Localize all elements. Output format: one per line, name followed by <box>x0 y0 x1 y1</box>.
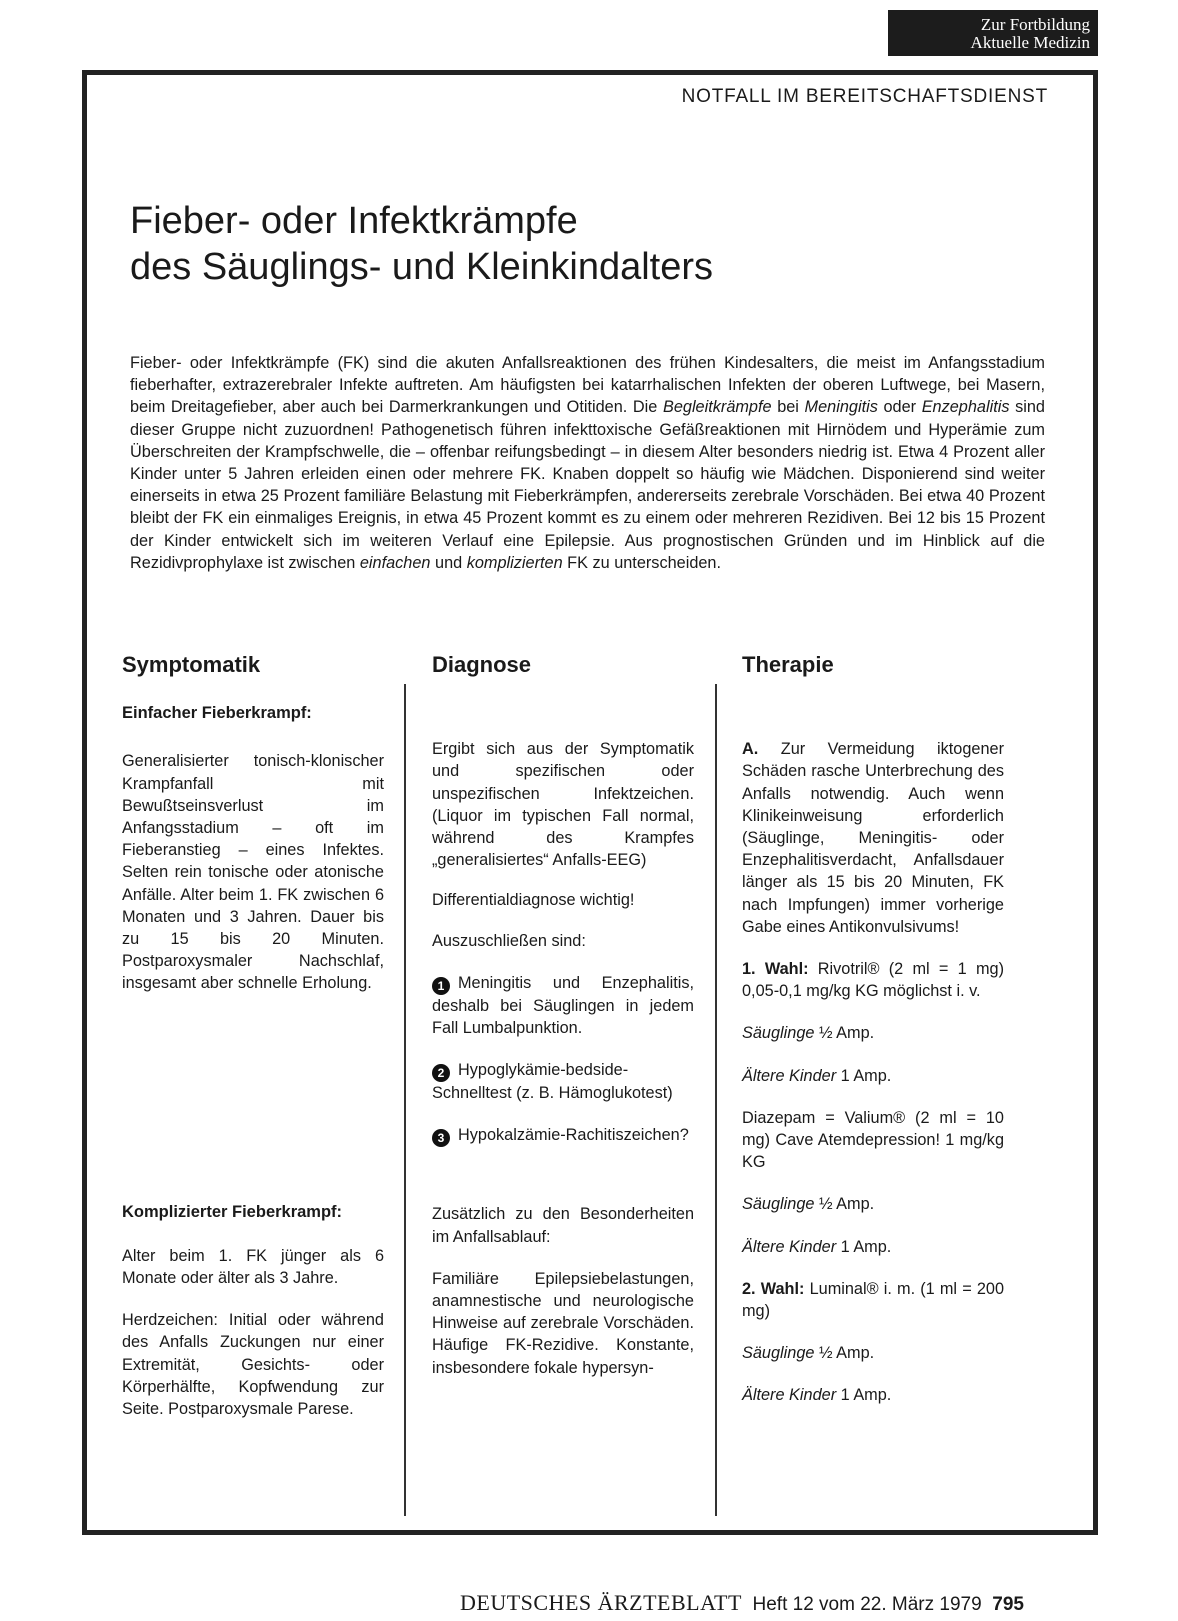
column-divider-1 <box>404 684 406 1516</box>
therapie-a-text: Zur Vermeidung iktogener Schäden rasche Unterbrechung des Anfalls notwendig. Auch wenn Klinikeinweisung erforderlich (Säuglinge, Meningitis- oder Enzephalitisverdacht, Anfallsdauer länger als 15 bis 20 Minuten, FK nach Impfungen) immer vorherige Gabe eines Antikonvulsivums! <box>742 740 1004 936</box>
dose-child-2 <box>742 1236 1004 1258</box>
komplizierter-heading: Komplizierter Fieberkrampf: <box>122 1202 343 1221</box>
column-divider-2 <box>715 684 717 1516</box>
number-1-icon: 1 <box>432 977 450 995</box>
journal-name: DEUTSCHES ÄRZTEBLATT <box>460 1590 742 1615</box>
dose-child-3 <box>742 1384 1004 1406</box>
komplizierter-text-1: Alter beim 1. FK jünger als 6 Monate oder älter als 3 Jahre. <box>122 1246 384 1288</box>
diagnose-item-2 <box>432 1059 694 1104</box>
dose-infant-3 <box>742 1342 1004 1364</box>
page-number: 795 <box>992 1594 1024 1615</box>
diagnose-item-2-text: Hypoglykämie-bedside-Schnelltest (z. B. Hämoglukotest) <box>432 1061 673 1103</box>
frame-left-rule <box>82 70 87 1534</box>
diagnose-text-3: Auszuschließen sind: <box>432 931 586 950</box>
section-badge <box>888 10 1098 56</box>
wahl-2-text: Luminal® i. m. (1 ml = 200 mg) <box>742 1279 1005 1321</box>
diagnose-item-3 <box>432 1124 694 1147</box>
wahl-2-label: 2. Wahl: <box>742 1279 805 1298</box>
intro-text: Fieber- oder Infektkrämpfe (FK) sind die akuten Anfallsreaktionen des frühen Kindesalters, die meist im Anfangsstadium fieberhafter, extrazerebraler Infekte auftreten. Am häufigsten bei katarrhalischen Infekten der oberen Luftwege, bei Masern, beim Dreitagefieber, aber auch bei Darmerkrankungen und Otitiden. Die <box>130 354 1045 417</box>
intro-text: oder <box>877 398 922 417</box>
therapie-wahl-2 <box>742 1278 1004 1322</box>
therapie-a-label: A. <box>742 740 759 759</box>
diagnose-text-4: Zusätzlich zu den Besonderheiten im Anfallsablauf: <box>432 1205 694 1246</box>
einfacher-heading: Einfacher Fieberkrampf: <box>122 704 312 723</box>
dose-value: ½ Amp. <box>814 1344 875 1363</box>
dose-value: 1 Amp. <box>836 1066 892 1085</box>
column-symptomatik <box>122 654 384 1420</box>
intro-text: sind dieser Gruppe nicht zuzuordnen! Pathogenetisch führen infekttoxische Gefäßreaktionen mit Hirnödem und Hyperämie zum Überschreiten der Krampfschwelle, die – offenbar reifungsbedingt – in diesem Alter besonders niedrig ist. Etwa 4 Prozent aller Kinder unter 5 Jahren erleiden einen oder mehrere FK. Knaben doppelt so häufig wie Mädchen. Disponierend sind weiter einerseits in etwa 25 Prozent familiäre Belastung mit Fieberkrämpfen, andererseits zerebrale Vorschäden. Bei etwa 40 Prozent bleibt der FK ein einmaliges Ereignis, in etwa 45 Prozent kommt es zu einem oder mehreren Rezidiven. Bei 12 bis 15 Prozent der Kinder entwickelt sich im weiteren Verlauf eine Epilepsie. Aus prognostischen Gründen und im Hinblick auf die Rezidivprophylaxe ist zwischen <box>130 398 1045 572</box>
dose-infant-1 <box>742 1022 1004 1044</box>
intro-text: und <box>430 553 467 572</box>
kicker: NOTFALL IM BEREITSCHAFTSDIENST <box>681 86 1048 107</box>
page-footer <box>460 1590 1024 1616</box>
dose-child-1 <box>742 1065 1004 1087</box>
therapie-diazepam: Diazepam = Valium® (2 ml = 10 mg) Cave Atemdepression! 1 mg/kg KG <box>742 1108 1004 1172</box>
intro-em: Enzephalitis <box>921 398 1010 417</box>
intro-em: komplizierten <box>466 553 563 572</box>
intro-text: FK zu unterscheiden. <box>562 553 722 572</box>
dose-label: Säuglinge <box>742 1344 815 1363</box>
frame-bottom-rule <box>82 1530 1098 1535</box>
therapie-wahl-1 <box>742 958 1004 1002</box>
column-therapie <box>742 654 1004 1407</box>
dose-value: ½ Amp. <box>814 1195 875 1214</box>
intro-em: Meningitis <box>804 398 878 417</box>
dose-label: Säuglinge <box>742 1024 815 1043</box>
badge-line-2: Aktuelle Medizin <box>970 33 1090 52</box>
intro-em: einfachen <box>359 553 431 572</box>
therapie-a <box>742 738 1004 938</box>
dose-value: 1 Amp. <box>836 1237 892 1256</box>
dose-label: Ältere Kinder <box>742 1237 837 1256</box>
diagnose-text-5: Familiäre Epilepsiebelastungen, anamnestische und neurologische Hinweise auf zerebrale Vorschäden. Häufige FK-Rezidive. Konstante, insbesondere fokale hypersyn- <box>432 1269 694 1377</box>
komplizierter-text-2: Herdzeichen: Initial oder während des Anfalls Zuckungen nur einer Extremität, Gesichts- oder Körperhälfte, Kopfwendung zur Seite. Postparoxysmale Parese. <box>122 1311 384 1419</box>
article-title <box>130 198 713 290</box>
frame-right-rule <box>1093 70 1098 1534</box>
number-2-icon: 2 <box>432 1064 450 1082</box>
intro-paragraph <box>130 352 1045 574</box>
dose-infant-2 <box>742 1193 1004 1215</box>
number-3-icon: 3 <box>432 1129 450 1147</box>
title-line-1: Fieber- oder Infektkrämpfe <box>130 200 578 242</box>
therapie-heading: Therapie <box>742 652 834 677</box>
diagnose-item-3-text: Hypokalzämie-Rachitiszeichen? <box>458 1126 689 1145</box>
symptomatik-heading: Symptomatik <box>122 652 261 677</box>
intro-text: bei <box>771 398 805 417</box>
dose-label: Ältere Kinder <box>742 1066 837 1085</box>
dose-label: Ältere Kinder <box>742 1386 837 1405</box>
badge-line-1: Zur Fortbildung <box>980 15 1090 34</box>
title-line-2: des Säuglings- und Kleinkindalters <box>130 246 714 288</box>
diagnose-heading: Diagnose <box>432 652 532 677</box>
column-diagnose <box>432 654 694 1379</box>
frame-top-rule <box>82 70 1098 75</box>
wahl-1-label: 1. Wahl: <box>742 960 809 979</box>
wahl-1-text: Rivotril® (2 ml = 1 mg) 0,05-0,1 mg/kg KG möglichst i. v. <box>742 960 1004 1001</box>
dose-value: 1 Amp. <box>836 1386 892 1405</box>
diagnose-text-2: Differentialdiagnose wichtig! <box>432 891 635 910</box>
diagnose-item-1-text: Meningitis und Enzephalitis, deshalb bei Säuglingen in jedem Fall Lumbalpunktion. <box>432 973 694 1038</box>
diagnose-item-1 <box>432 972 694 1039</box>
dose-label: Säuglinge <box>742 1195 815 1214</box>
dose-value: ½ Amp. <box>814 1024 875 1043</box>
issue-info: Heft 12 vom 22. März 1979 <box>752 1594 982 1615</box>
intro-em: Begleitkrämpfe <box>662 398 772 417</box>
diagnose-text-1: Ergibt sich aus der Symptomatik und spezifischen oder unspezifischen Infektzeichen. (Liquor im typischen Fall normal, während des Krampfes „generalisiertes“ Anfalls-EEG) <box>432 740 694 870</box>
einfacher-text: Generalisierter tonisch-klonischer Krampfanfall mit Bewußtseinsverlust im Anfangsstadium – oft im Fieberanstieg – eines Infektes. Selten rein tonische oder atonische Anfälle. Alter beim 1. FK zwischen 6 Monaten und 3 Jahren. Dauer bis zu 15 bis 20 Minuten. Postparoxysmaler Nachschlaf, insgesamt aber schnelle Erholung. <box>122 752 384 993</box>
